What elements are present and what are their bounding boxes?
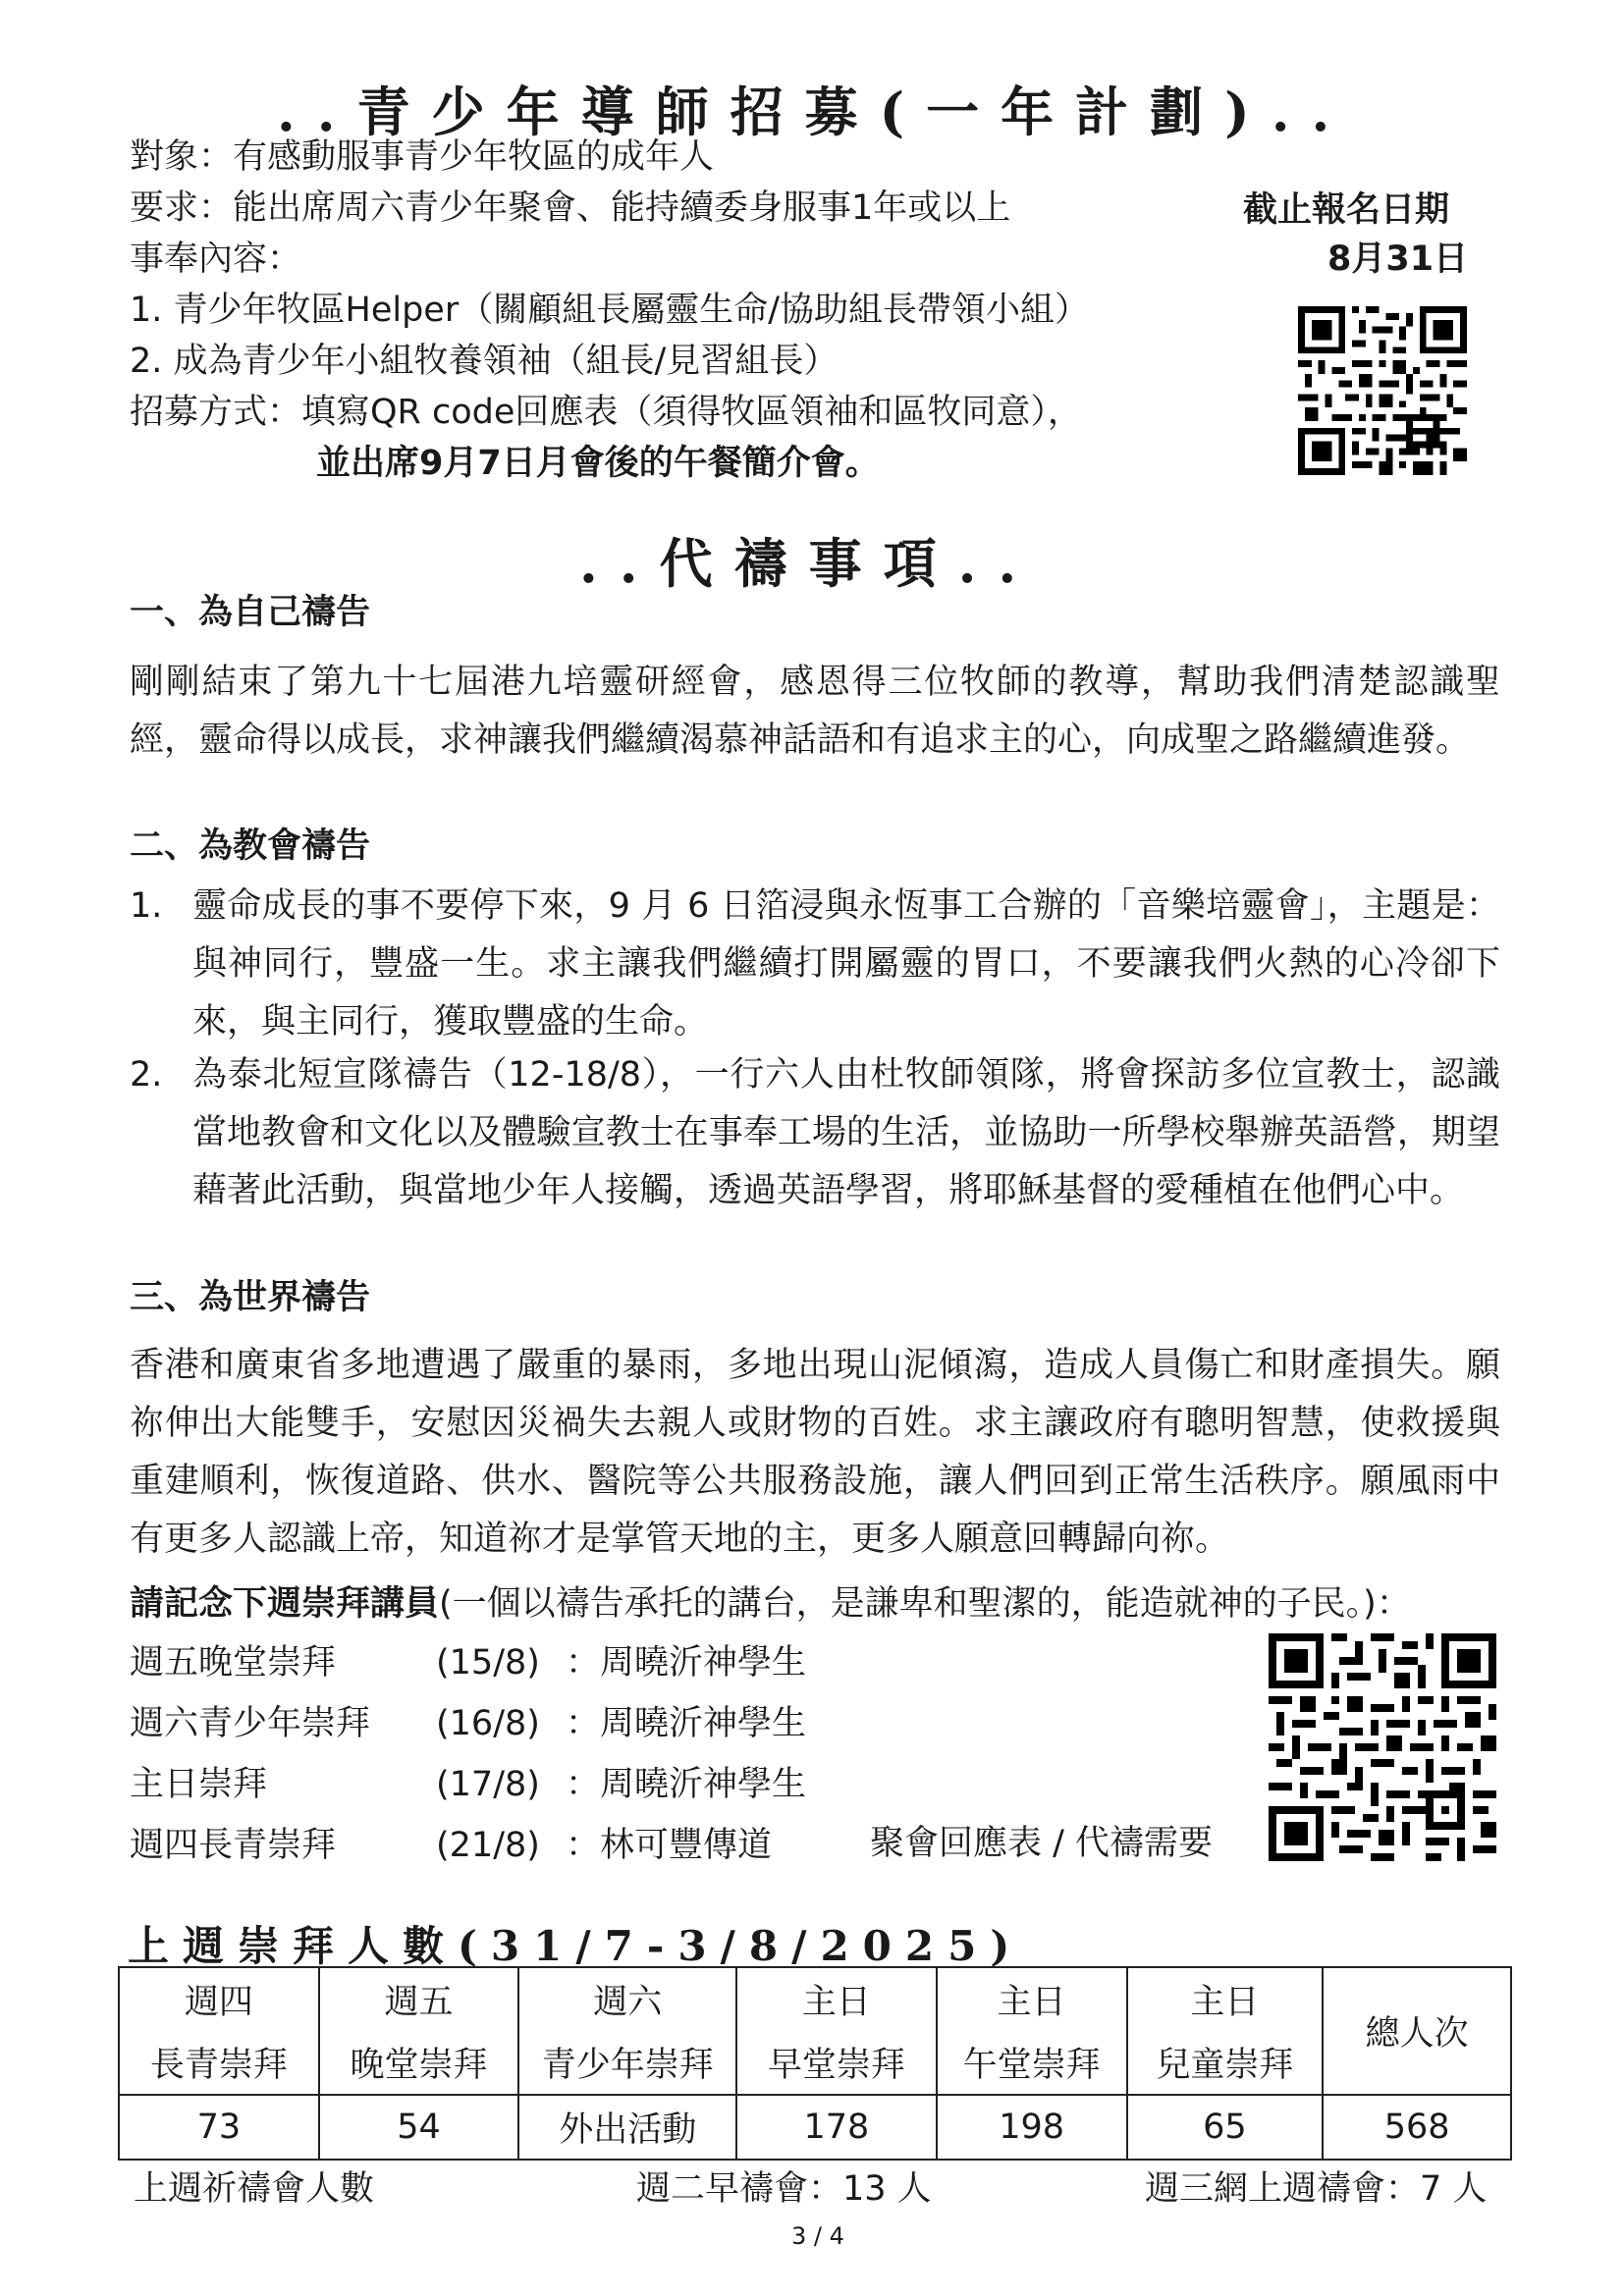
- header-cell: 兒童崇拜: [1127, 2031, 1324, 2095]
- speaker-name-2: ：周曉沂神學生: [566, 1704, 807, 1743]
- recruit-duties-label: 事奉內容：: [130, 240, 302, 279]
- table-row: [119, 2095, 1511, 2160]
- header-cell: 晚堂崇拜: [319, 2031, 519, 2095]
- header-cell: 主日: [937, 1967, 1127, 2031]
- recruit-method: 招募方式：填寫QR code回應表（須得牧區領袖和區牧同意），: [130, 393, 1082, 432]
- speaker-date-4: (21/8): [436, 1826, 540, 1865]
- prayer-title: ..代禱事項..: [579, 532, 1039, 595]
- header-cell: 早堂崇拜: [736, 2031, 937, 2095]
- speakers-heading-rest: (一個以禱告承托的講台，是謙卑和聖潔的，能造就神的子民。)：: [439, 1584, 1411, 1624]
- prayer-meeting-label: 上週祈禱會人數: [134, 2169, 375, 2209]
- prayer-s2-item2-num: 2.: [130, 1055, 163, 1095]
- speaker-service-3: 主日崇拜: [130, 1765, 268, 1804]
- recruit-target: 對象：有感動服事青少年牧區的成年人: [130, 137, 715, 177]
- attendance-title: 上週崇拜人數(31/7-3/8/2025): [128, 1922, 1024, 1970]
- prayer-s1-text: 剛剛結束了第九十七屆港九培靈研經會，感恩得三位牧師的教導，幫助我們清楚認識聖經，靈命得以成長，求神讓我們繼續渴慕神話語和有追求主的心，向成聖之路繼續進發。: [130, 663, 1500, 760]
- table-row: [119, 1967, 1511, 2031]
- speaker-service-4: 週四長青崇拜: [130, 1826, 337, 1865]
- deadline-date: 8月31日: [1327, 240, 1469, 279]
- total-header-cell: 總人次: [1323, 1967, 1511, 2095]
- prayer-s3-text: 香港和廣東省多地遭遇了嚴重的暴雨，多地出現山泥傾瀉，造成人員傷亡和財產損失。願祢伸出大能雙手，安慰因災禍失去親人或財物的百姓。求主讓政府有聰明智慧，使救援與重建順利，恢復道路、供水、醫院等公共服務設施，讓人們回到正常生活秩序。願風雨中有更多人認識上帝，知道祢才是掌管天地的主，更多人願意回轉歸向祢。: [130, 1346, 1500, 1559]
- qr-caption: 聚會回應表 / 代禱需要: [870, 1824, 1214, 1863]
- value-cell: 外出活動: [518, 2095, 736, 2160]
- speaker-service-1: 週五晚堂崇拜: [130, 1643, 337, 1682]
- header-cell: 主日: [1127, 1967, 1324, 2031]
- recruit-title: ..青少年導師招募(一年計劃)..: [277, 80, 1352, 143]
- prayer-s1-heading: 一、為自己禱告: [130, 593, 371, 632]
- speaker-name-3: ：周曉沂神學生: [566, 1765, 807, 1804]
- speaker-name-4: ：林可豐傳道: [566, 1826, 773, 1865]
- speaker-service-2: 週六青少年崇拜: [130, 1704, 371, 1743]
- recruit-duty-1: 1. 青少年牧區Helper（關顧組長屬靈生命/協助組長帶領小組）: [130, 291, 1090, 330]
- recruit-method-2: 並出席9月7日月會後的午餐簡介會。: [316, 444, 880, 483]
- header-cell: 青少年崇拜: [518, 2031, 736, 2095]
- value-cell: 65: [1127, 2095, 1324, 2160]
- recruit-qr-code[interactable]: [1298, 306, 1467, 475]
- table-row: [119, 2031, 1511, 2095]
- tuesday-prayer-count: 週二早禱會：13 人: [636, 2169, 932, 2209]
- header-cell: 週四: [119, 1967, 319, 2031]
- prayer-s2-item1-num: 1.: [130, 886, 163, 926]
- speakers-heading: [130, 1578, 1411, 1629]
- recruit-duty-2: 2. 成為青少年小組牧養領袖（組長/見習組長）: [130, 342, 839, 381]
- page-number: 3 / 4: [791, 2222, 844, 2250]
- speaker-date-2: (16/8): [436, 1704, 540, 1743]
- prayer-s2-heading: 二、為教會禱告: [130, 827, 371, 866]
- header-cell: 週五: [319, 1967, 519, 2031]
- prayer-s3-heading: 三、為世界禱告: [130, 1278, 371, 1317]
- value-cell: 54: [319, 2095, 519, 2160]
- header-cell: 週六: [518, 1967, 736, 2031]
- value-cell: 568: [1323, 2095, 1511, 2160]
- speaker-date-3: (17/8): [436, 1765, 540, 1804]
- prayer-s2-item2: 為泰北短宣隊禱告（12-18/8），一行六人由杜牧師領隊，將會探訪多位宣教士，認識當地教會和文化以及體驗宣教士在事奉工場的生活，並協助一所學校舉辦英語營，期望藉著此活動，與當地少年人接觸，透過英語學習，將耶穌基督的愛種植在他們心中。: [192, 1055, 1500, 1210]
- header-cell: 主日: [736, 1967, 937, 2031]
- speaker-date-1: (15/8): [436, 1643, 540, 1682]
- value-cell: 198: [937, 2095, 1127, 2160]
- recruit-requirement: 要求：能出席周六青少年聚會、能持續委身服事1年或以上: [130, 188, 1011, 228]
- speaker-name-1: ：周曉沂神學生: [566, 1643, 807, 1682]
- deadline-label: 截止報名日期: [1243, 190, 1450, 230]
- header-cell: 午堂崇拜: [937, 2031, 1127, 2095]
- wednesday-prayer-count: 週三網上週禱會：7 人: [1145, 2169, 1488, 2209]
- attendance-table: [118, 1966, 1512, 2161]
- prayer-s2-item1: 靈命成長的事不要停下來，9 月 6 日箔浸與永恆事工合辦的「音樂培靈會」，主題是：與神同行，豐盛一生。求主讓我們繼續打開屬靈的胃口，不要讓我們火熱的心冷卻下來，與主同行，獲取豐盛的生命。: [192, 886, 1500, 1041]
- value-cell: 178: [736, 2095, 937, 2160]
- value-cell: 73: [119, 2095, 319, 2160]
- speakers-heading-bold: 請記念下週崇拜講員: [130, 1584, 440, 1624]
- header-cell: 長青崇拜: [119, 2031, 319, 2095]
- response-qr-code[interactable]: [1269, 1633, 1496, 1861]
